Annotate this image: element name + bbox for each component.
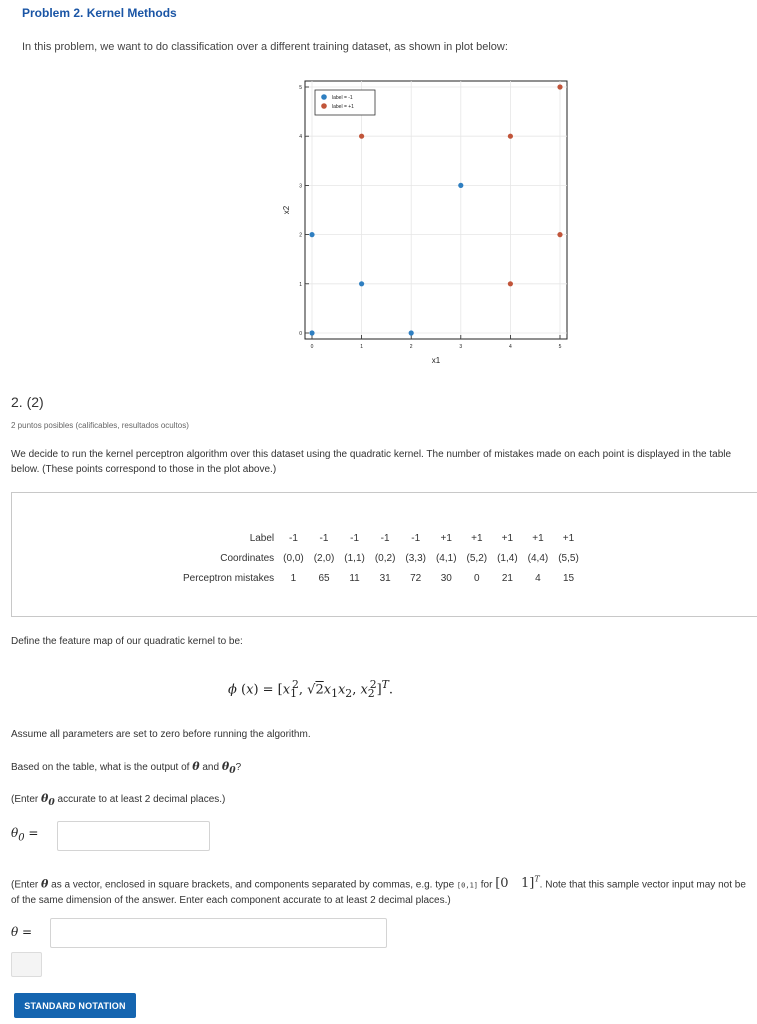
y-tick-label: 0 — [299, 331, 302, 337]
feature-map-formula: ϕ $(x) = [x_1^2$, $√2x_1x_2$, $x_2^2]^T$. — [228, 678, 394, 700]
plot-frame — [305, 81, 567, 339]
mistakes-cell: 31 — [379, 572, 391, 584]
coord-cell: (1,1) — [344, 552, 365, 564]
label-cell: +1 — [440, 532, 452, 544]
data-point — [508, 134, 513, 139]
y-tick-label: 2 — [299, 232, 302, 239]
data-point — [309, 330, 314, 335]
legend-marker — [321, 94, 327, 100]
legend-marker — [321, 103, 327, 109]
question-header: 2. (2) — [11, 394, 44, 410]
label-cell: -1 — [411, 532, 421, 544]
intro-text: In this problem, we want to do classification over a different training dataset, as shown in plot below: — [22, 41, 508, 53]
coord-cell: (1,4) — [497, 552, 518, 564]
mistakes-cell: 4 — [535, 572, 541, 584]
standard-notation-button[interactable]: STANDARD NOTATION — [14, 993, 136, 1018]
points-info: 2 puntos posibles (calificables, resultados ocultos) — [11, 421, 189, 430]
mistakes-table-box — [11, 492, 757, 617]
x-tick-label: 0 — [310, 344, 314, 350]
y-tick-label: 4 — [299, 134, 302, 141]
x-axis-label: x1 — [431, 356, 441, 365]
theta-input[interactable] — [50, 918, 387, 948]
y-axis-label: x2 — [282, 205, 291, 215]
theta0-label: $\theta_0$ = — [11, 826, 39, 844]
coord-cell: (0,0) — [283, 552, 304, 564]
enter-theta0-instructions: (Enter $\theta_0$ accurate to at least 2 decimal places.) — [11, 792, 226, 809]
coord-cell: (5,2) — [466, 552, 488, 564]
row-mistakes-header: Perceptron mistakes — [183, 572, 275, 584]
data-point — [359, 281, 364, 286]
data-point — [557, 232, 562, 237]
mistakes-cell: 1 — [290, 572, 297, 584]
label-cell: +1 — [501, 532, 514, 544]
coord-cell: (4,1) — [435, 552, 457, 564]
table-row-label — [178, 528, 584, 548]
answer-preview-box — [11, 952, 42, 977]
label-cell: +1 — [471, 532, 483, 544]
row-label-header: Label — [249, 532, 275, 544]
coord-cell: (4,4) — [527, 552, 549, 564]
table-row-coordinates — [178, 548, 584, 568]
coord-cell: (0,2) — [374, 552, 396, 564]
x-tick-label: 3 — [459, 344, 463, 350]
coord-cell: (3,3) — [405, 552, 426, 564]
data-point — [557, 84, 562, 89]
mistakes-cell: 0 — [474, 572, 480, 584]
x-tick-label: 2 — [409, 344, 413, 350]
mistakes-cell: 72 — [410, 572, 422, 584]
question-description: We decide to run the kernel perceptron algorithm over this dataset using the quadratic kernel. The number of mistakes made on each point is displayed in the table below. (These points correspond to those in the plot above.) — [11, 449, 732, 475]
y-tick-label: 3 — [299, 183, 302, 190]
mistakes-cell: 65 — [318, 572, 330, 584]
data-point — [458, 183, 463, 188]
y-tick-label: 5 — [299, 85, 302, 91]
coord-cell: (5,5) — [558, 552, 579, 564]
x-tick-label: 1 — [360, 344, 363, 350]
label-cell: +1 — [532, 532, 544, 544]
label-cell: -1 — [380, 532, 390, 544]
label-cell: -1 — [319, 532, 329, 544]
scatter-plot — [275, 75, 575, 365]
assume-text: Assume all parameters are set to zero before running the algorithm. — [11, 729, 311, 740]
data-point — [409, 330, 414, 335]
row-coordinates-header: Coordinates — [220, 552, 275, 564]
legend-box — [315, 90, 375, 115]
theta0-input[interactable] — [57, 821, 210, 851]
mistakes-cell: 15 — [562, 572, 575, 584]
mistakes-cell: 30 — [440, 572, 452, 584]
y-tick-label: 1 — [299, 281, 302, 288]
feature-map-intro: Define the feature map of our quadratic kernel to be: — [11, 636, 243, 647]
data-point — [359, 134, 364, 139]
label-cell: -1 — [350, 532, 360, 544]
based-on-text: Based on the table, what is the output of θ and $\theta_0$? — [11, 760, 242, 777]
data-point — [309, 232, 314, 237]
mistakes-cell: 21 — [501, 572, 513, 584]
theta-label: θ = — [11, 925, 33, 939]
data-point — [508, 281, 513, 286]
table-row-mistakes — [178, 568, 584, 588]
legend-label: label = -1 — [332, 95, 353, 101]
label-cell: +1 — [562, 532, 575, 544]
enter-theta-instructions: (Enter θ as a vector, enclosed in square brackets, and components separated by commas, e.g. type [0,1] for [0 1]$^T$. Note that this sample vector input may not be of the same dimension of the answer. Enter each component accurate to at least 2 decimal places.) — [11, 875, 746, 907]
x-tick-label: 4 — [509, 344, 512, 350]
label-cell: -1 — [288, 532, 298, 544]
mistakes-cell: 11 — [349, 572, 360, 584]
problem-title: Problem 2. Kernel Methods — [22, 6, 177, 20]
coord-cell: (2,0) — [313, 552, 335, 564]
mistakes-table — [178, 528, 584, 588]
legend-label: label = +1 — [332, 104, 354, 110]
x-tick-label: 5 — [558, 344, 562, 350]
